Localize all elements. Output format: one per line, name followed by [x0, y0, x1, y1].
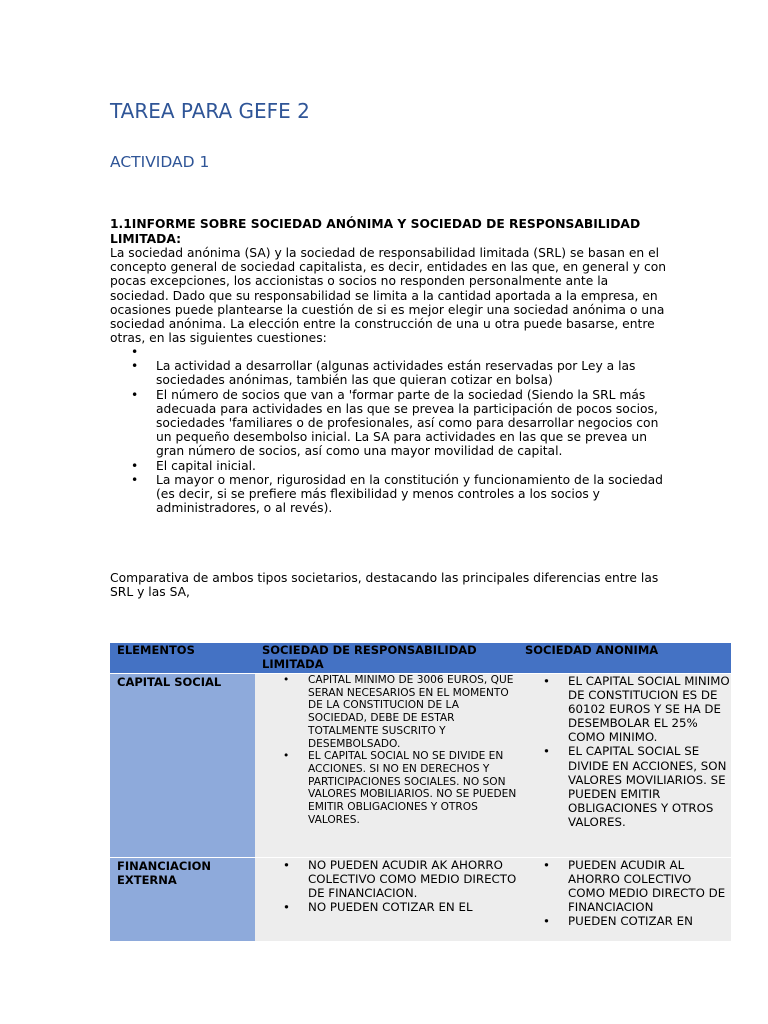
list-item: • La actividad a desarrollar (algunas actividades están reservadas por Ley a las sociedades anónimas, también las que quieran cotizar en bolsa) [110, 359, 670, 387]
intro-paragraph: La sociedad anónima (SA) y la sociedad de responsabilidad limitada (SRL) se basan en el concepto general de sociedad capitalista, es decir, entidades en las que, en general y con pocas excepciones, los accionistas o socios no responden personalmente ante la sociedad. Dado que su responsabilidad se limita a la cantidad aportada a la empresa, en ocasiones puede plantearse la cuestión de si es mejor elegir una sociedad anónima o una sociedad anónima. La elección entre la construcción de una u otra puede basarse, entre otras, en las siguientes cuestiones: [110, 246, 667, 346]
sa-cell [518, 674, 731, 858]
table-row [110, 674, 731, 858]
table-header-row [110, 643, 731, 674]
list-item: • El número de socios que van a 'formar parte de la sociedad (Siendo la SRL más adecuada para actividades en las que se prevea la participación de pocos socios, sociedades 'familiares o de profesionales, así como para desarrollar negocios con un pequeño desembolso inicial. La SA para actividades en las que se prevea un gran número de socios, así como una mayor movilidad de capital. [110, 388, 670, 459]
list-item: • La mayor o menor, rigurosidad en la constitución y funcionamiento de la sociedad (es decir, si se prefiere más flexibilidad y menos controles a los socios y administradores, o al revés). [110, 473, 670, 516]
comparison-intro: Comparativa de ambos tipos societarios, destacando las principales diferencias entre las SRL y las SA, [110, 571, 659, 600]
table-row [110, 858, 731, 941]
document-title: TAREA PARA GEFE 2 [110, 99, 310, 123]
criteria-list [110, 345, 670, 515]
srl-cell [255, 858, 518, 941]
row-label-capital-social: CAPITAL SOCIAL [110, 674, 255, 858]
comparison-table [110, 643, 731, 941]
list-item: • NO PUEDEN ACUDIR AK AHORRO COLECTIVO COMO MEDIO DIRECTO DE FINANCIACION. [255, 858, 518, 900]
row-label-financiacion-externa: FINANCIACION EXTERNA [110, 858, 255, 941]
list-item: • El capital inicial. [110, 459, 670, 473]
list-item: • PUEDEN ACUDIR AL AHORRO COLECTIVO COMO MEDIO DIRECTO DE FINANCIACION [518, 858, 731, 914]
list-item: • NO PUEDEN COTIZAR EN EL [255, 900, 518, 914]
list-item [110, 345, 670, 359]
list-item: • PUEDEN COTIZAR EN [518, 914, 731, 928]
document-subtitle: ACTIVIDAD 1 [110, 153, 210, 171]
sa-cell [518, 858, 731, 941]
header-srl: SOCIEDAD DE RESPONSABILIDAD LIMITADA [255, 643, 518, 674]
list-item: • EL CAPITAL SOCIAL MINIMO DE CONSTITUCION ES DE 60102 EUROS Y SE HA DE DESEMBOLAR EL 25% COMO MINIMO. [518, 674, 731, 744]
section-heading: 1.1INFORME SOBRE SOCIEDAD ANÓNIMA Y SOCIEDAD DE RESPONSABILIDAD LIMITADA: [110, 217, 641, 246]
header-sa: SOCIEDAD ANONIMA [518, 643, 731, 674]
list-item: • EL CAPITAL SOCIAL SE DIVIDE EN ACCIONES, SON VALORES MOVILIARIOS. SE PUEDEN EMITIR OBLIGACIONES Y OTROS VALORES. [518, 744, 731, 829]
header-elementos: ELEMENTOS [110, 643, 255, 674]
list-item: • EL CAPITAL SOCIAL NO SE DIVIDE EN ACCIONES. SI NO EN DERECHOS Y PARTICIPACIONES SOCIALES. NO SON VALORES MOBILIARIOS. NO SE PUEDEN EMITIR OBLIGACIONES Y OTROS VALORES. [255, 750, 518, 826]
srl-cell [255, 674, 518, 858]
list-item: • CAPITAL MINIMO DE 3006 EUROS, QUE SERAN NECESARIOS EN EL MOMENTO DE LA CONSTITUCION DE LA SOCIEDAD, DEBE DE ESTAR TOTALMENTE SUSCRITO Y DESEMBOLSADO. [255, 674, 518, 750]
